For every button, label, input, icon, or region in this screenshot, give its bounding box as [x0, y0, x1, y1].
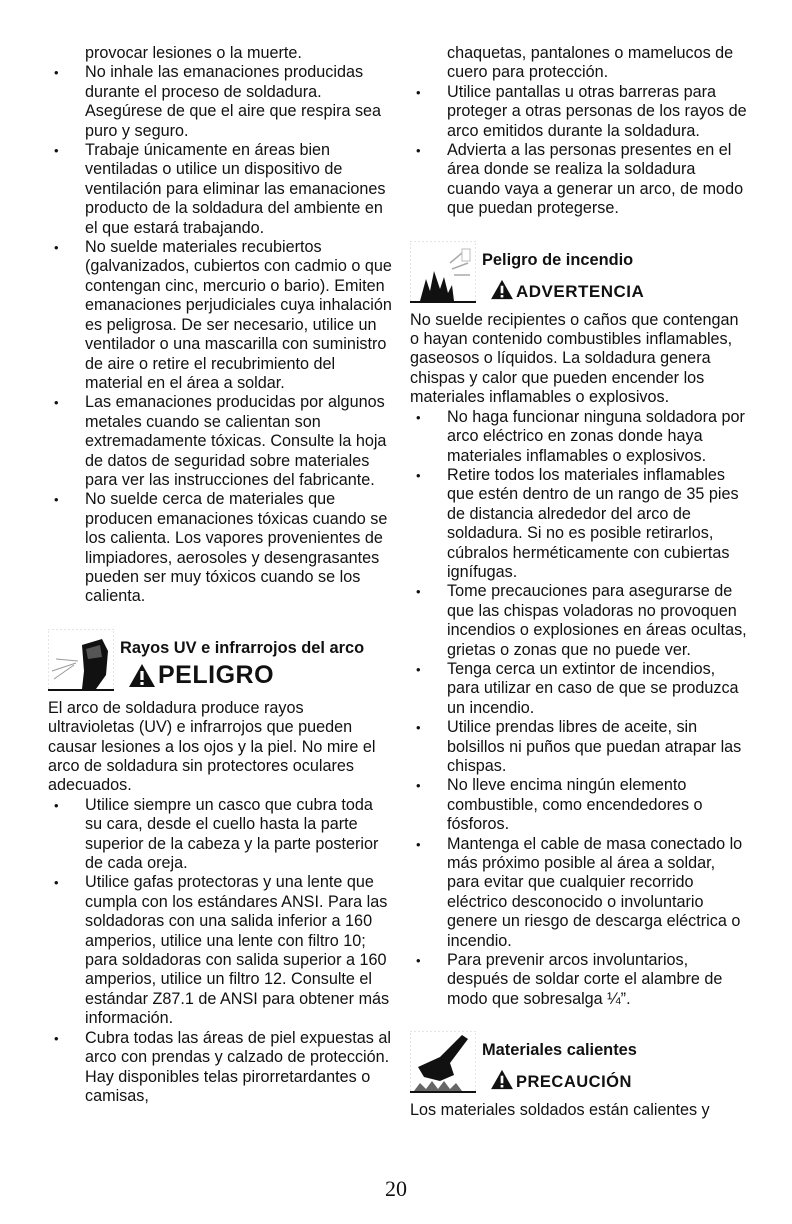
list-item: • Utilice siempre un casco que cubra toda su cara, desde el cuello hasta la parte superior de la cabeza y la parte posterior de cada oreja. — [48, 796, 394, 874]
page-number: 20 — [385, 1176, 407, 1201]
hot-materials-paragraph: Los materiales soldados están calientes y — [410, 1101, 710, 1120]
fire-section-title: Peligro de incendio — [482, 250, 634, 269]
uv-section-header — [48, 629, 394, 695]
danger-badge — [128, 660, 275, 689]
uv-bullet-list-continued — [410, 83, 750, 219]
list-item: • No lleve encima ningún elemento combustible, como encendedores o fósforos. — [410, 776, 750, 834]
list-item: • Tenga cerca un extintor de incendios, para utilizar en caso de que se produzca un incendio. — [410, 660, 750, 718]
fire-section-header — [410, 241, 750, 307]
continuation-text: chaquetas, pantalones o mamelucos de cuero para protección. — [447, 44, 734, 82]
left-column — [48, 44, 394, 1106]
warning-triangle-icon — [490, 279, 514, 300]
fumes-bullet-list — [48, 63, 394, 606]
fire-bullet-list — [410, 408, 750, 1010]
signal-word-caution: PRECAUCIÓN — [516, 1072, 632, 1091]
hot-materials-section-header — [410, 1031, 750, 1097]
list-item: • Las emanaciones producidas por algunos metales cuando se calientan son extremadamente tóxicas. Consulte la hoja de datos de seguridad sobre materiales para ver las instrucciones del fabricante. — [48, 393, 394, 490]
list-item: • No suelde materiales recubiertos (galvanizados, cubiertos con cadmio o que contengan cinc, mercurio o bario). Emiten emanaciones perjudiciales cuya inhalación es peligrosa. De ser necesario, utilice un ventilador o una mascarilla con suministro de aire o retire el recubrimiento del material en el área a soldar. — [48, 238, 394, 393]
fire-hazard-icon — [410, 241, 476, 303]
signal-word-warning: ADVERTENCIA — [516, 281, 645, 301]
list-item: • Utilice pantallas u otras barreras para proteger a otras personas de los rayos de arco emitidos durante la soldadura. — [410, 83, 750, 141]
uv-paragraph: El arco de soldadura produce rayos ultravioletas (UV) e infrarrojos que pueden causar lesiones a los ojos y la piel. No mire el arco de soldadura sin protectores oculares adecuados. — [48, 698, 376, 795]
hot-materials-title: Materiales calientes — [482, 1041, 637, 1060]
list-item: • Trabaje únicamente en áreas bien ventiladas o utilice un dispositivo de ventilación para eliminar las emanaciones producto de la soldadura del ambiente en el que estará trabajando. — [48, 141, 394, 238]
list-item: • Tome precauciones para asegurarse de que las chispas voladoras no provoquen incendios o explosiones en áreas ocultas, grietas o zonas que no puede ver. — [410, 582, 750, 660]
list-item: • Advierta a las personas presentes en el área donde se realiza la soldadura cuando vaya a generar un arco, de modo que puedan protegerse. — [410, 141, 750, 219]
warning-badge — [490, 279, 644, 300]
list-item: • Cubra todas las áreas de piel expuestas al arco con prendas y calzado de protección. Hay disponibles telas pirorretardantes o camisas, — [48, 1029, 394, 1107]
warning-triangle-icon — [128, 663, 156, 688]
list-item: • Utilice gafas protectoras y una lente que cumpla con los estándares ANSI. Para las soldadoras con una salida inferior a 160 amperios, utilice una lente con filtro 10; para soldadoras con salida superior a 160 amperios, utilice un filtro 12. Consulte el estándar Z87.1 de ANSI para obtener más información. — [48, 873, 394, 1028]
right-column — [410, 44, 750, 1121]
warning-triangle-icon — [490, 1069, 514, 1090]
fire-paragraph: No suelde recipientes o caños que contengan o hayan contenido combustibles inflamables, gaseosos o líquidos. La soldadura genera chispas y calor que pueden encender los materiales inflamables o explosivos. — [410, 310, 739, 407]
uv-section-title: Rayos UV e infrarrojos del arco — [120, 638, 365, 657]
list-item: • Retire todos los materiales inflamables que estén dentro de un rango de 35 pies de distancia alrededor del arco de soldadura. Si no es posible retirarlos, cúbralos herméticamente con cubiertas ignífugas. — [410, 466, 750, 582]
list-item: • No haga funcionar ninguna soldadora por arco eléctrico en zonas donde haya materiales inflamables o explosivos. — [410, 408, 750, 466]
list-item: • Utilice prendas libres de aceite, sin bolsillos ni puños que puedan atrapar las chispas. — [410, 718, 750, 776]
list-item: • No inhale las emanaciones producidas durante el proceso de soldadura. Asegúrese de que el aire que respira sea puro y seguro. — [48, 63, 394, 141]
uv-bullet-list — [48, 796, 394, 1107]
intro-continuation: provocar lesiones o la muerte. — [85, 44, 302, 62]
signal-word-danger: PELIGRO — [158, 660, 275, 689]
list-item: • Para prevenir arcos involuntarios, después de soldar corte el alambre de modo que sobresalga ¼”. — [410, 951, 750, 1009]
hot-surface-icon — [410, 1031, 476, 1093]
caution-badge — [490, 1069, 632, 1090]
list-item: • No suelde cerca de materiales que producen emanaciones tóxicas cuando se los calienta. Los vapores provenientes de limpiadores, aerosoles y desengrasantes pueden ser muy tóxicos cuando se los calienta. — [48, 490, 394, 606]
list-item: • Mantenga el cable de masa conectado lo más próximo posible al área a soldar, para evitar que cualquier recorrido eléctrico desconocido o involuntario genere un riesgo de descarga eléctrica o incendio. — [410, 835, 750, 951]
welder-helmet-icon — [48, 629, 114, 691]
